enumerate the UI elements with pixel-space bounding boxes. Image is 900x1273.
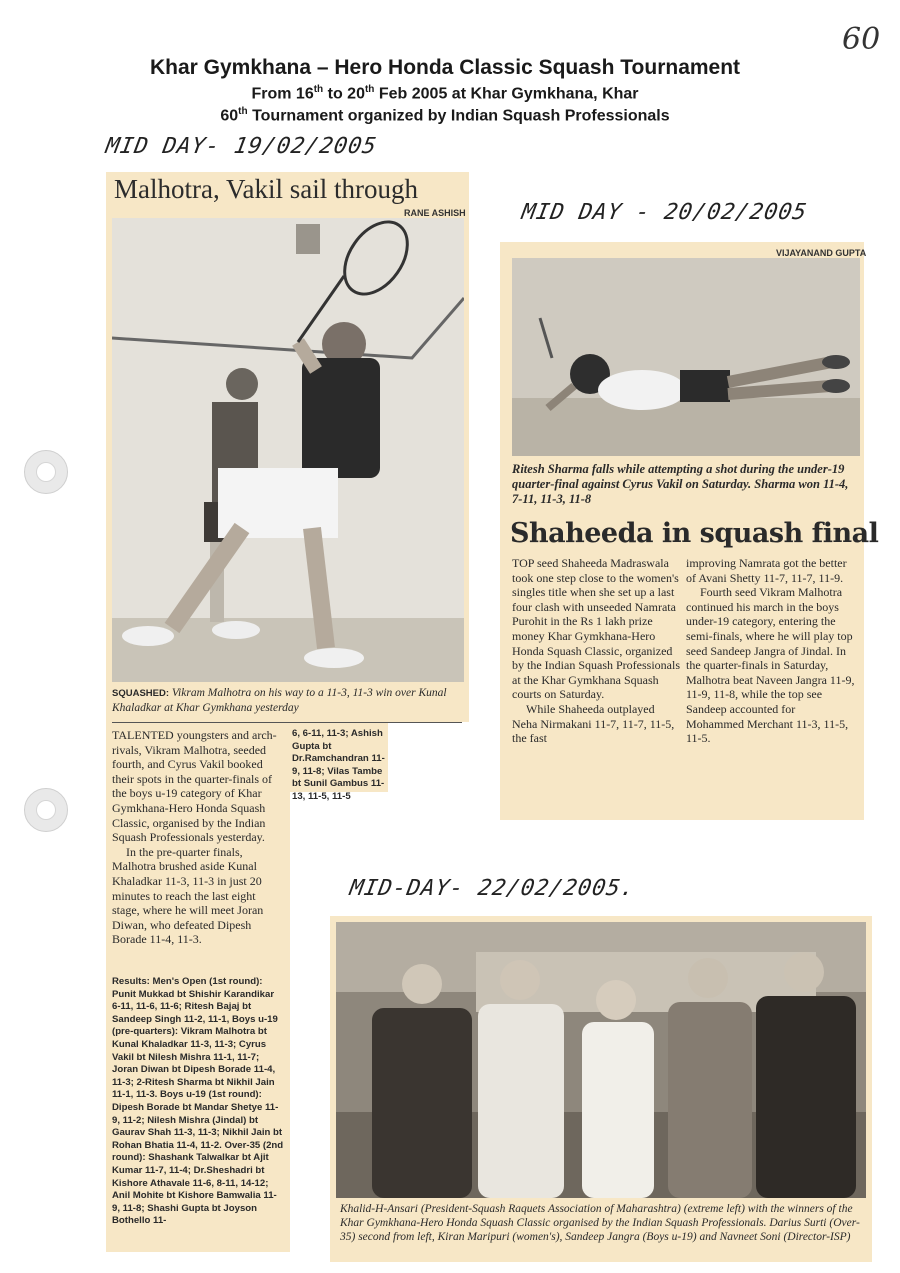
squash-player-photo [112,218,464,682]
clipping-1-results-continued: 6, 6-11, 11-3; Ashish Gupta bt Dr.Ramchandran 11-9, 11-8; Vilas Tambe bt Sunil Gambus 11-13, 11-5, 11-5 [292,728,385,802]
clipping-2-col2-paragraph-1: improving Namrata got the better of Avani Shetty 11-7, 11-7, 11-9. [686,556,847,585]
clipping-1-photo-credit: RANE ASHISH [404,208,466,218]
clipping-1-results: Results: Men's Open (1st round): Punit Mukkad bt Shishir Karandikar 6-11, 11-6, 11-6; Ritesh Bajaj bt Sandeep Singh 11-2, 11-1, Boys u-19 (pre-quarters): Vikram Malhotra bt Kunal Khaladkar 11-3, 11-3; Cyrus Vakil bt Nilesh Mishra 11-1, 11-7; Joran Diwan bt Dipesh Borade 11-4, 11-3; 2-Ritesh Sharma bt Nikhil Jain 11-1, 11-3. Boys u-19 (1st round): Dipesh Borade bt Mandar Shetye 11-9, 11-2; Nilesh Mishra (Jindal) bt Gaurav Shah 11-3, 11-3; Nikhil Jain bt Rohan Bhatia 11-4, 11-2. Over-35 (2nd round): Shashank Talwalkar bt Ajit Kumar 11-7, 11-4; Dr.Sheshadri bt Kishore Athavale 11-6, 8-11, 14-12; Anil Mohite bt Kishore Bamwalia 11-9, 11-8; Shashi Gupta bt Joyson Bothello 11- [112,976,284,1227]
clipping-1-caption: SQUASHED: Vikram Malhotra on his way to a 11-3, 11-3 win over Kunal Khaladkar at Khar Gymkhana yesterday [112,687,447,714]
clipping-2-col1-paragraph-2: While Shaheeda outplayed Neha Nirmakani 11-7, 11-7, 11-5, the fast [512,701,675,746]
punch-hole-top [24,450,68,494]
handwritten-date-1: MID DAY- 19/02/2005 [103,134,379,159]
squash-player-illustration [112,218,464,682]
clipping-2-column-1 [512,556,682,746]
prize-winners-illustration [336,922,866,1198]
clipping-1-headline: Malhotra, Vakil sail through [114,174,418,204]
clipping-2-col1-paragraph-1: TOP seed Shaheeda Madraswala took one step close to the women's singles title when she set up a last four clash with unseeded Namrata Purohit in the Rs 1 lakh prize money Khar Gymkhana-Hero Honda Squash Classic, organized by the Indian Squash Professionals at the Khar Gymkhana Squash courts on Saturday. [512,556,680,702]
fallen-player-illustration [512,258,860,456]
prize-winners-photo [336,922,866,1198]
clipping-1-paragraph-2: In the pre-quarter finals, Malhotra brushed aside Kunal Khaladkar 11-3, 11-3 in just 20 minutes to reach the last eight stage, where he will meet Joran Diwan, who defeated Dipesh Borade 11-4, 11-3. [112,844,264,947]
clipping-1-article [112,728,284,947]
handwritten-date-2: MID DAY - 20/02/2005 [519,200,810,225]
page-number: 60 [842,22,881,57]
tournament-dates: From 16th to 20th Feb 2005 at Khar Gymkhana, Khar [251,84,639,103]
clipping-1-divider [112,722,462,723]
clipping-2-headline: Shaheeda in squash final [510,518,879,549]
fallen-player-photo [512,258,860,456]
clipping-3-caption: Khalid-H-Ansari (President-Squash Raquets Association of Maharashtra) (extreme left) with the winners of the Khar Gymkhana-Hero Honda Squash Classic organised by the Indian Squash Professionals. Darius Surti (Over-35) second from left, Kiran Maripuri (women's), Sandeep Jangra (Boys u-19) and Navneet Soni (Director-ISP) [340,1203,860,1243]
clipping-2-caption: Ritesh Sharma falls while attempting a shot during the under-19 quarter-final against Cyrus Vakil on Saturday. Sharma won 11-4, 7-11, 11-3, 11-8 [512,462,849,506]
clipping-1-paragraph-1: TALENTED youngsters and arch-rivals, Vikram Malhotra, seeded fourth, and Cyrus Vakil booked their spots in the quarter-finals of the boys u-19 category of Khar Gymkhana-Hero Honda Squash Classic, organised by the Indian Squash Professionals yesterday. [112,728,277,845]
page-title: Khar Gymkhana – Hero Honda Classic Squash Tournament [149,56,741,79]
clipping-2-col2-paragraph-2: Fourth seed Vikram Malhotra continued his march in the boys under-19 category, entering the semi-finals, where he will play top seed Sandeep Jangra of Jindal. In the quarter-finals in Saturday, Malhotra beat Naveen Jangra 11-9, 11-9, 11-8, while the top see Sandeep accounted for Mohammed Merchant 11-3, 11-5, 11-5. [686,585,855,746]
clipping-2-column-2 [686,556,856,746]
tournament-organizer: 60th Tournament organized by Indian Squash Professionals [220,106,670,125]
punch-hole-bottom [24,788,68,832]
handwritten-date-3: MID-DAY- 22/02/2005. [347,876,638,901]
clipping-2-photo-credit: VIJAYANAND GUPTA [776,248,867,258]
